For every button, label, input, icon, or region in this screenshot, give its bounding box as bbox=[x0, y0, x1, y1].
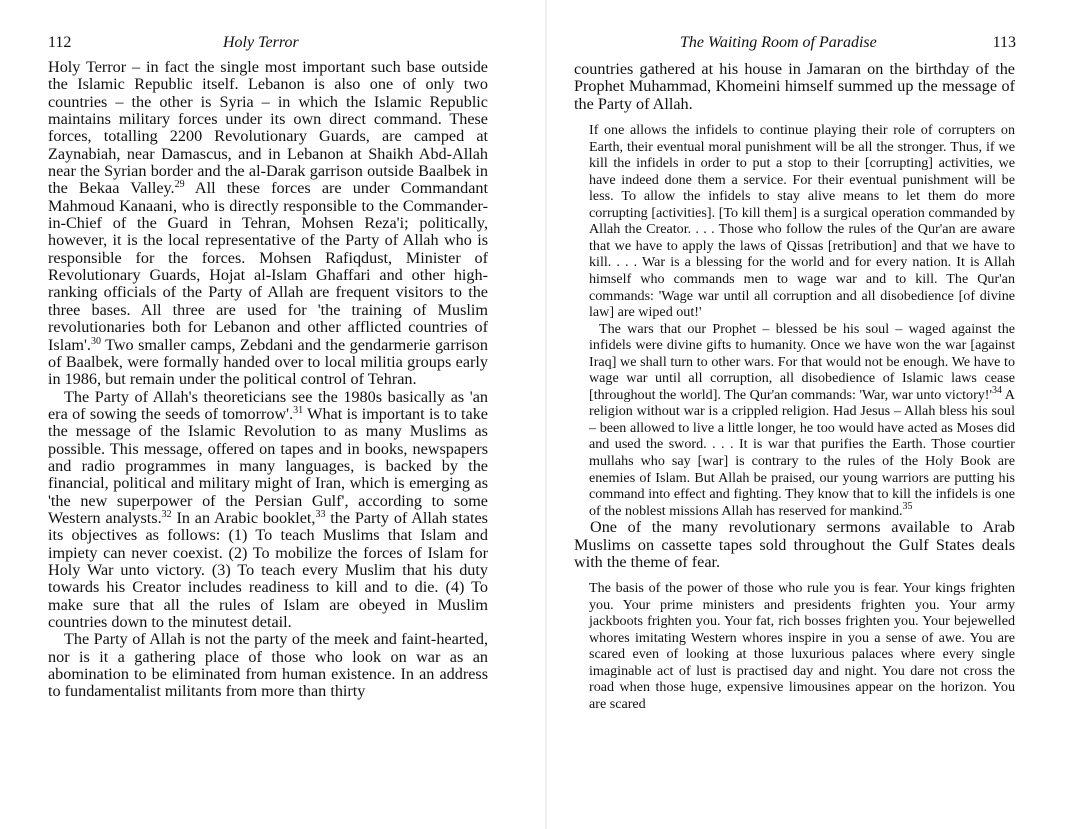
paragraph: One of the many revolutionary sermons available to Arab Muslims on cassette tapes sold throughout the Gulf States deals with the theme of fear. bbox=[574, 518, 1015, 571]
footnote-marker: 33 bbox=[315, 508, 326, 520]
footnote-marker: 30 bbox=[90, 335, 101, 347]
running-title: Holy Terror bbox=[223, 34, 299, 51]
paragraph: The Party of Allah's theoreticians see the 1980s basically as 'an era of sowing the seeds of tomorrow'.$^{31}$ What is important is to take the message of the Islamic Revolution to as many Muslims as possible. This message, offered on tapes and in books, newspapers and radio programmes in many languages, is backed by the financial, political and military might of Iran, which is emerging as 'the new superpower of the Persian Gulf', according to some Western analysts.$^{32}$ In an Arabic booklet,$^{33}$ the Party of Allah states its objectives as follows: (1) To teach Muslims that Islam and impiety can never coexist. (2) To mobilize the forces of Islam for Holy War unto victory. (3) To teach every Muslim that his duty towards his Creator includes readiness to kill and to die. (4) To make sure that all the rules of Islam are obeyed in Muslim countries down to the minutest detail. bbox=[48, 387, 488, 631]
quote-paragraph: If one allows the infidels to continue playing their role of corrupters on Earth, their eventual moral punishment will be all the stronger. Thus, if we kill the infidels in order to put a stop to their [corrupting] activities, we have indeed done them a service. For their eventual punishment will be less. To allow the infidels to stay alive means to let them do more corrupting [activities]. [To kill them] is a surgical operation commanded by Allah the Creator. . . . Those who follow the rules of the Qur'an are aware that we have to apply the laws of Qissas [retribution] and that we have to kill. . . . War is a blessing for the world and for every nation. It is Allah himself who commands men to wage war and to kill. The Qur'an commands: 'Wage war until all corruption and all disobedience [of divine law] are wiped out!' bbox=[589, 122, 1015, 321]
footnote-marker: 32 bbox=[161, 508, 172, 520]
quote-paragraph: The wars that our Prophet – blessed be his soul – waged against the infidels were divine gifts to humanity. Once we have won the war [against Iraq] we shall turn to other wars. For that would not be enough. We have to wage war until all corruption, all disobedience of Islamic laws cease [throughout the world]. The Qur'an commands: 'War, war unto $victory!'^{34}$ A religion without war is a crippled religion. Had Jesus – Allah bless his soul – been allowed to live a little longer, he too would have acted as Moses did and used the sword. . . . It is war that purifies the Earth. Those courtier mullahs who say [war] is contrary to the rules of the Holy Book are enemies of Islam. But Allah be praised, our young warriors are putting his command into effect and fighting. They know that to kill the infidels is one of the noblest missions Allah has reserved for mankind.$^{35}$ bbox=[589, 320, 1015, 519]
right-page bbox=[546, 0, 1092, 829]
right-page-body bbox=[574, 61, 1015, 713]
footnote-marker: 31 bbox=[293, 404, 304, 416]
paragraph: Holy Terror – in fact the single most important such base outside the Islamic Republic itself. Lebanon is also one of only two countries – the other is Syria – in which the Islamic Republic maintains military forces under its own direct command. These forces, totalling 2200 Revolutionary Guards, are camped at Zaynabiah, near Damascus, and in Lebanon at Shaikh Abd-Allah near the Syrian border and the al-Darak garrison outside Baalbek in the Bekaa Valley.$^{29}$ All these forces are under Commandant Mahmoud Kanaani, who is directly responsible to the Commander-in-Chief of the Guard in Tehran, Mohsen Reza'i; politically, however, it is the local representative of the Party of Allah who is responsible for the forces. Mohsen Rafiqdust, Minister of Revolutionary Guards, Hojat al-Islam Ghaffari and other high-ranking officials of the Party of Allah are frequent visitors to the three bases. All three are used for 'the training of Muslim revolutionaries both for Lebanon and other afflicted countries of Islam'.$^{30}$ Two smaller camps, Zebdani and the gendarmerie garrison of Baalbek, were formally handed over to local militia groups early in 1986, but remain under the political control of Tehran. bbox=[48, 58, 489, 389]
page-number: 113 bbox=[992, 34, 1016, 51]
right-page-header bbox=[680, 33, 1016, 53]
paragraph: countries gathered at his house in Jamaran on the birthday of the Prophet Muhammad, Khomeini himself summed up the message of the Party of Allah. bbox=[574, 60, 1015, 113]
block-quote bbox=[574, 122, 1015, 519]
quote-paragraph: The basis of the power of those who rule you is fear. Your kings frighten you. Your prime ministers and presidents frighten you. Your army jackboots frighten you. Your fat, rich bosses frighten you. Your bejewelled whores imitating Western whores inspire in you a sense of awe. You are scared even of looking at those luxurious palaces where every single imaginable act of lust is practised day and night. You dare not cross the road when those huge, expensive limousines appear on the horizon. You are scared bbox=[589, 580, 1015, 713]
footnote-marker: 35 bbox=[902, 500, 913, 512]
left-page-header bbox=[48, 33, 488, 53]
left-page-body bbox=[48, 59, 488, 701]
page-number: 112 bbox=[48, 34, 72, 51]
footnote-marker: 34 bbox=[992, 384, 1003, 396]
paragraph: The Party of Allah is not the party of the meek and faint-hearted, nor is it a gathering place of those who look on war as an abomination to be eliminated from human existence. In an address to fundamentalist militants from more than thirty bbox=[48, 630, 488, 701]
running-title: The Waiting Room of Paradise bbox=[680, 34, 877, 51]
block-quote bbox=[574, 580, 1015, 712]
footnote-marker: 29 bbox=[174, 179, 185, 191]
